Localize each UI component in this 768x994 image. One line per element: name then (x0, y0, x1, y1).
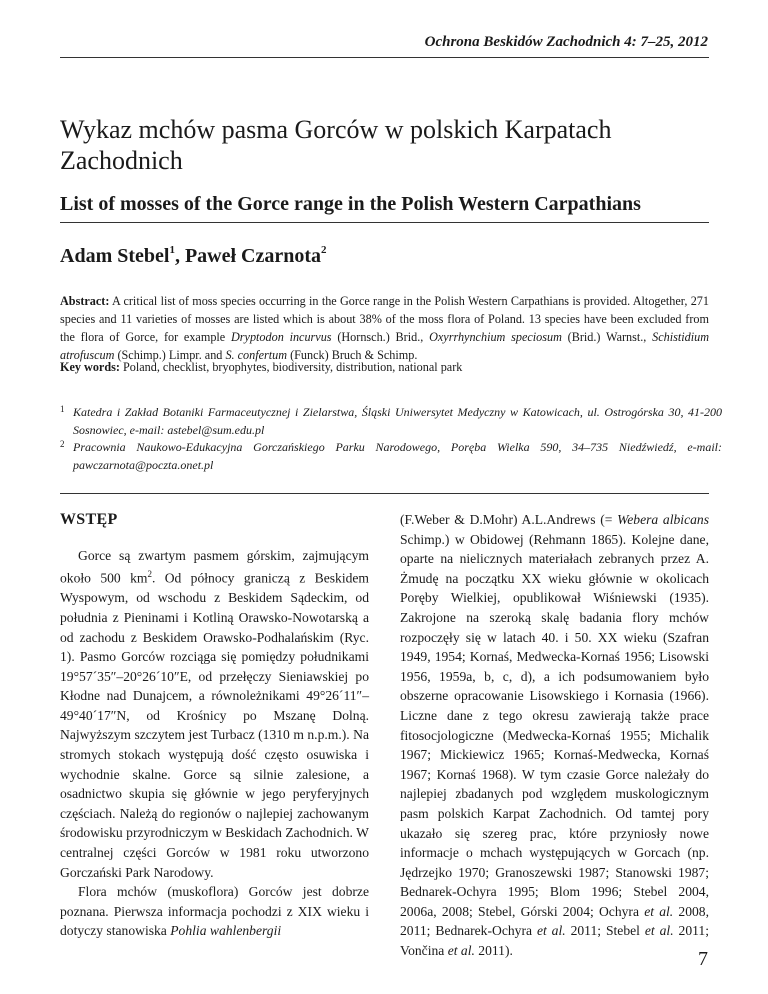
article-subtitle: List of mosses of the Gorce range in the Polish Western Carpathians (60, 193, 641, 215)
paragraph (400, 510, 709, 961)
author-separator: , (174, 245, 185, 267)
body-text: 2011). (474, 943, 513, 959)
keywords-text: Poland, checklist, bryophytes, biodiversity, distribution, national park (119, 360, 463, 374)
author-name: Adam Stebel (60, 245, 170, 267)
affiliation-text: Katedra i Zakład Botaniki Farmaceutycznej i Zielarstwa, Śląski Uniwersytet Medyczny w Katowicach, ul. Ostrogórska 30, 41-200 Sosnowiec, e-mail: astebel@sum.edu.pl (73, 405, 722, 437)
page-number: 7 (698, 948, 708, 970)
author-line (60, 244, 327, 268)
section-heading: WSTĘP (60, 511, 118, 528)
et-al: et al. (644, 903, 674, 919)
body-text: 2011; Stebel (565, 923, 645, 939)
et-al: et al. (644, 923, 674, 939)
header-rule (60, 57, 709, 58)
et-al: et al. (536, 923, 566, 939)
affiliation-1 (60, 401, 722, 440)
title-rule (60, 222, 709, 223)
affiliation-2 (60, 436, 722, 475)
keywords (60, 360, 709, 375)
species-name: Schistidium atrofuscum (60, 330, 709, 362)
abstract-text: (Hornsch.) Brid., (331, 330, 430, 344)
right-column (400, 510, 709, 961)
body-text: 2008, 2011; Bednarek-Ochyra (400, 903, 709, 939)
superscript: 2 (147, 569, 152, 580)
body-text: Schimp.) w Obidowej (Rehmann 1865). Kolejne dane, oparte na nielicznych materiałach zebranych przez A. Żmudę na początku XX wieku głównie w okolicach Poręby Wielkiej, opublikował Wiśniewski (1935). Zakrojone na szeroką skalę badania flory mchów rozpoczęły się w latach 40. i 50. XX wieku (Szafran 1949, 1954; Kornaś, Medwecka-Kornaś 1956; Lisowski 1956, 1959a, b, c, d), a ich podsumowaniem było obszerne opracowanie Lisowskiego i Kornasia (1966). Liczne dane z tego okresu zawierają także prace fitosocjologiczne (Medwecka-Kornaś 1955; Michalik 1967; Mickiewicz 1965; Kornaś-Medwecka, Kornaś 1967; Kornaś 1968). W tym czasie Gorce należały do najlepiej zbadanych pod względem muskologicznym pasm polskich Karpat Zachodnich. Od tamtej pory ukazało się szereg prac, które przyniosły nowe informacje o mchach występujących w Gorcach (np. Jędrzejko 1970; Granoszewski 1987; Stanowski 1987; Bednarek-Ochyra 1995; Blom 1996; Stebel 2004, 2006a, 2008; Stebel, Górski 2004; Ochyra (400, 531, 709, 919)
abstract-text: (Schimp.) Limpr. and (114, 348, 226, 362)
affiliation-mark: 1 (60, 404, 65, 414)
et-al: et al. (447, 943, 475, 959)
left-column (60, 510, 369, 941)
author-name: Paweł Czarnota (184, 245, 322, 267)
body-text: . Od północy graniczą z Beskidem Wyspowym, od wschodu z Beskidem Sądeckim, od południa z Pieninami i Kotliną Orawsko-Nowotarską a od zachodu z Beskidem Orawsko-Podhalańskim (Ryc. 1). Pasmo Gorców rozciąga się pomiędzy południkami 19°57´35″–20°26´10″E, od przełęczy Sieniawskiej po Kłodne nad Dunajcem, a równoleżnikami 49°26´11″–49°40´17″N, od Krośnicy po Mszanę Dolną. Najwyższym szczytem jest Turbacz (1310 m n.p.m.). Na stromych stokach występują dość często osuwiska i wychodnie skalne. Gorce są silnie zalesione, a osadnictwo skupia się głównie w jego peryferyjnych częściach. Należą do regionów o najlepiej zachowanym środowisku przyrodniczym w Beskidach Zachodnich. W centralnej części Gorców w 1981 roku utworzono Gorczański Park Narodowy. (60, 570, 369, 880)
abstract (60, 292, 709, 364)
abstract-text: (Funck) Bruch & Schimp. (287, 348, 418, 362)
affiliation-mark: 2 (321, 244, 327, 256)
article-title: Wykaz mchów pasma Gorców w polskich Karpatach Zachodnich (60, 115, 612, 175)
paragraph (60, 546, 369, 883)
affiliation-mark: 2 (60, 439, 65, 449)
affiliation-mark: 1 (169, 244, 175, 256)
keywords-label: Key words: (60, 360, 120, 374)
body-text: Flora mchów (muskoflora) Gorców jest dobrze poznana. Pierwsza informacja pochodzi z XIX wieku i dotyczy stanowiska (60, 884, 369, 939)
body-text: Gorce są zwartym pasmem górskim, zajmującym około 500 km (60, 547, 369, 586)
abstract-text: A critical list of moss species occurring in the Gorce range in the Polish Western Carpathians is provided. Altogether, 271 species and 11 varieties of mosses are listed which is about 38% of the moss flora of Poland. 13 species have been excluded from the flora of Gorce, for example (60, 294, 709, 344)
species-name: Pohlia wahlenbergii (170, 923, 282, 939)
affiliation-text: Pracownia Naukowo-Edukacyjna Gorczańskiego Parku Narodowego, Poręba Wielka 590, 34–735 Niedźwiedź, e-mail: pawczarnota@poczta.onet.pl (73, 440, 722, 472)
species-name: Webera albicans (617, 512, 709, 527)
abstract-label: Abstract: (60, 294, 110, 308)
species-name: Dryptodon incurvus (230, 330, 332, 344)
body-text: (F.Weber & D.Mohr) A.L.Andrews (= (400, 512, 618, 527)
species-name: S. confertum (225, 348, 288, 362)
running-head: Ochrona Beskidów Zachodnich 4: 7–25, 2012 (424, 34, 708, 50)
species-name: Oxyrrhynchium speciosum (429, 330, 562, 344)
section-rule (60, 493, 709, 494)
body-text: 2011; Vončina (400, 923, 709, 959)
abstract-text: (Brid.) Warnst., (561, 330, 653, 344)
paragraph (60, 882, 369, 941)
